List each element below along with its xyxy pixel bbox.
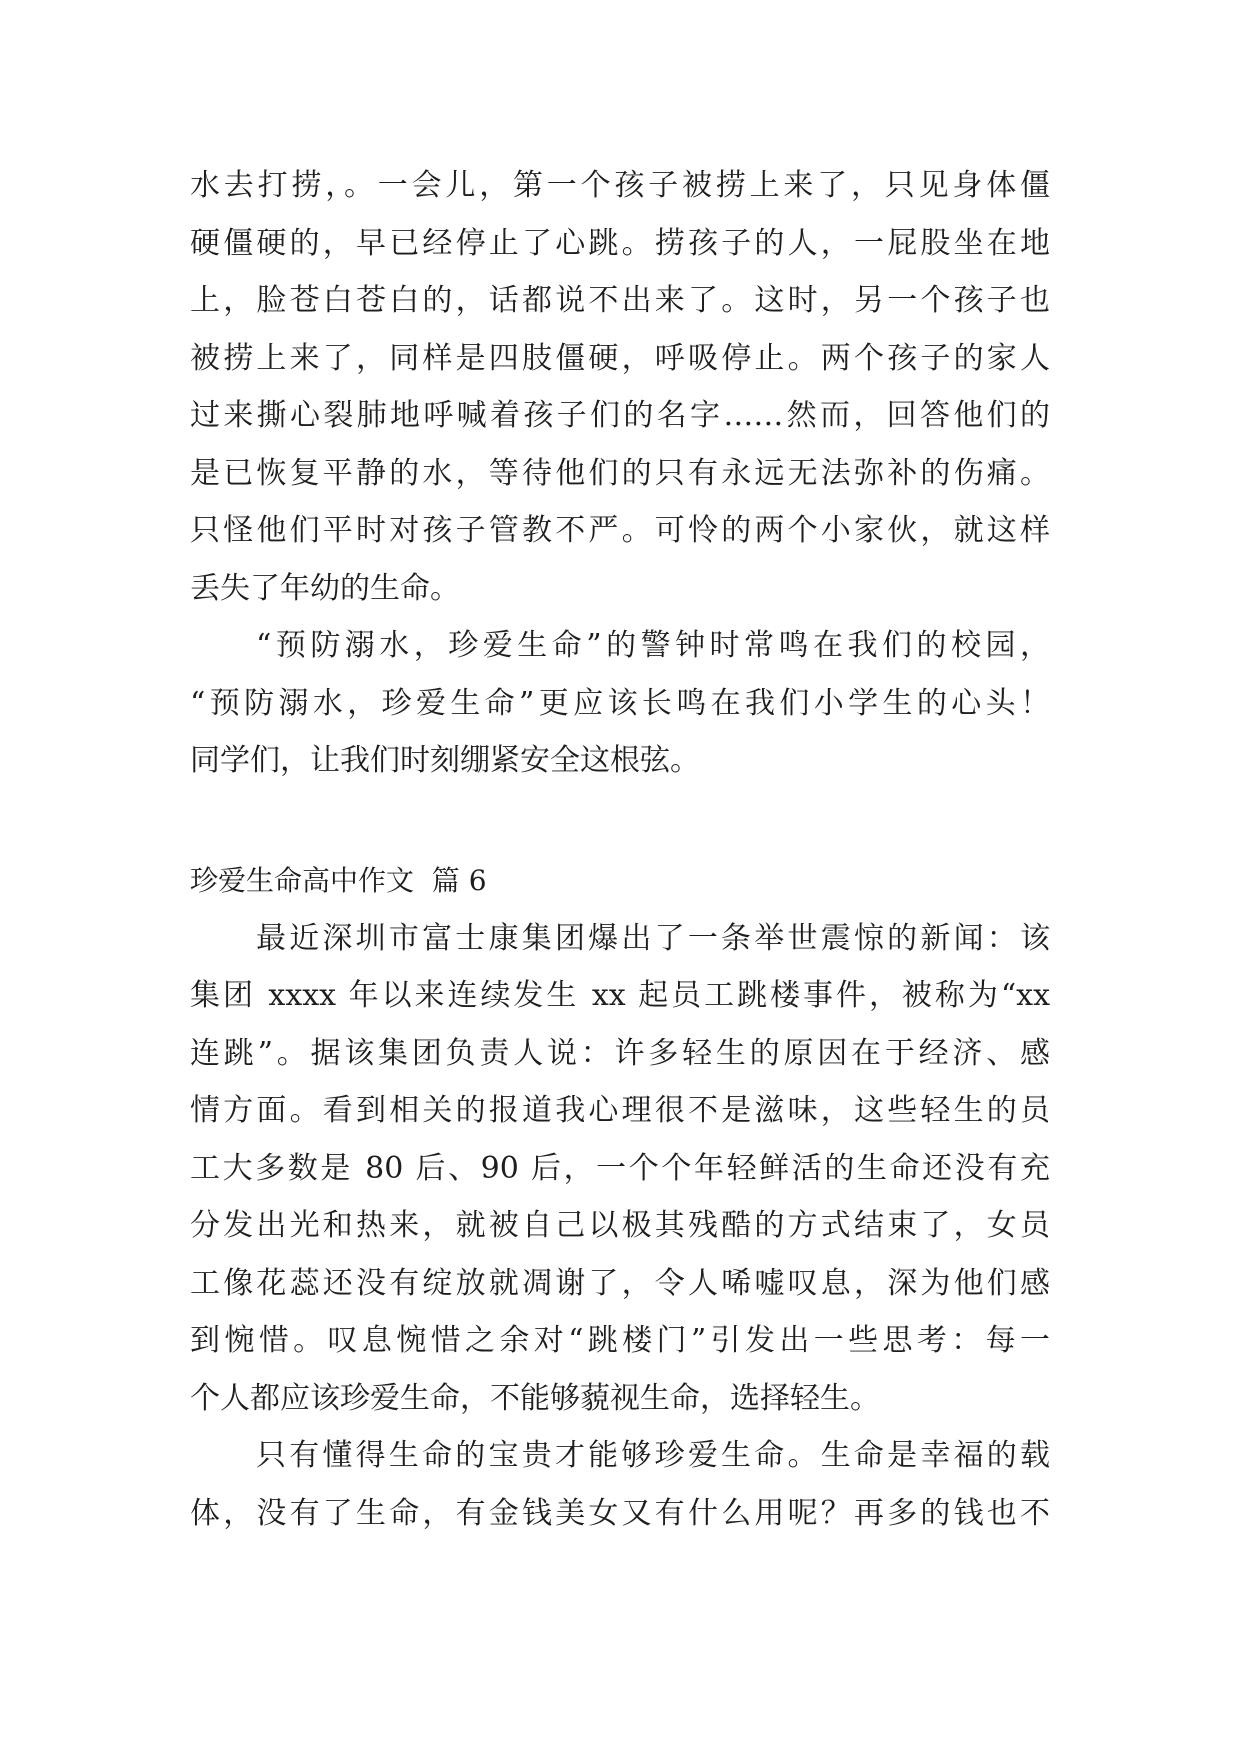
- text-line: 体，没有了生命，有金钱美女又有什么用呢？再多的钱也不: [190, 1495, 1050, 1531]
- text-line: 个人都应该珍爱生命，不能够藐视生命，选择轻生。: [190, 1380, 880, 1416]
- text-line: 硬僵硬的，早已经停止了心跳。捞孩子的人，一屁股坐在地: [190, 225, 1050, 261]
- text-line: 被捞上来了，同样是四肢僵硬，呼吸停止。两个孩子的家人: [190, 340, 1050, 376]
- paragraph-spacer: [190, 790, 1050, 853]
- text-line: 工大多数是 80 后、90 后，一个个年轻鲜活的生命还没有充: [190, 1150, 1050, 1186]
- text-line: “预防溺水，珍爱生命”更应该长鸣在我们小学生的心头！: [190, 685, 1050, 721]
- text-line: 到惋惜。叹息惋惜之余对“跳楼门”引发出一些思考：每一: [190, 1323, 1050, 1358]
- text-line: 分发出光和热来，就被自己以极其残酷的方式结束了，女员: [190, 1208, 1050, 1243]
- text-line: 集团 xxxx 年以来连续发生 xx 起员工跳楼事件，被称为“xx: [190, 978, 1050, 1013]
- text-line: 只怪他们平时对孩子管教不严。可怜的两个小家伙，就这样: [190, 513, 1050, 548]
- text-line: 工像花蕊还没有绽放就凋谢了，令人唏嘘叹息，深为他们感: [190, 1265, 1050, 1301]
- text-line: 过来撕心裂肺地呼喊着孩子们的名字……然而，回答他们的: [190, 398, 1050, 433]
- text-line: 最近深圳市富士康集团爆出了一条举世震惊的新闻：该: [256, 920, 1050, 956]
- paragraph: [190, 910, 1050, 1428]
- text-line: 连跳”。据该集团负责人说：许多轻生的原因在于经济、感: [190, 1035, 1050, 1071]
- text-line: 上，脸苍白苍白的，话都说不出来了。这时，另一个孩子也: [190, 283, 1050, 318]
- text-line: 情方面。看到相关的报道我心理很不是滋味，这些轻生的员: [190, 1093, 1050, 1128]
- text-line: 是已恢复平静的水，等待他们的只有永远无法弥补的伤痛。: [190, 455, 1050, 491]
- text-line: 水去打捞，。一会儿，第一个孩子被捞上来了，只见身体僵: [190, 168, 1050, 203]
- paragraph: [190, 1427, 1050, 1542]
- section-heading: 珍爱生命高中作文 篇 6: [190, 864, 487, 897]
- paragraph: [190, 157, 1050, 617]
- text-line: “预防溺水，珍爱生命”的警钟时常鸣在我们的校园，: [256, 628, 1050, 663]
- text-line: 只有懂得生命的宝贵才能够珍爱生命。生命是幸福的载: [256, 1438, 1050, 1473]
- paragraph: [190, 617, 1050, 790]
- document-page: [190, 157, 1050, 1542]
- text-line: 丢失了年幼的生命。: [190, 570, 460, 606]
- text-line: 同学们，让我们时刻绷紧安全这根弦。: [190, 743, 700, 778]
